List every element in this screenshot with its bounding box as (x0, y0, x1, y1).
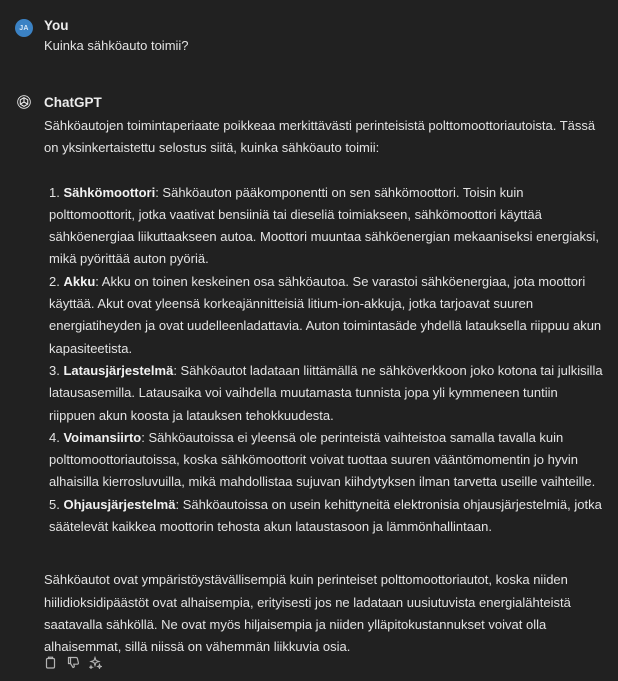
list-item-number: 5. (49, 496, 60, 512)
list-item-text: : Sähköautoissa on usein kehittyneitä elektronisia ohjausjärjestelmiä, jotka säätelevät kaikkea moottorin tehosta akun lataustasoon ja lämmönhallintaan. (49, 496, 602, 535)
list-item (44, 427, 604, 494)
message-actions (44, 654, 102, 670)
list-item (44, 182, 604, 271)
intro-paragraph: Sähköautojen toimintaperiaate poikkeaa merkittävästi perinteisistä polttomoottoriautoista. Tässä on yksinkertaistettu selostus siitä, kuinka sähköauto toimii: (44, 118, 596, 156)
regenerate-icon[interactable] (88, 654, 102, 670)
list-item-number: 3. (49, 362, 60, 378)
list-item-term: Akku (63, 273, 96, 289)
user-avatar-initials: JA (19, 24, 29, 32)
list-item-text: : Sähköauton pääkomponentti on sen sähkömoottori. Toisin kuin polttomoottorit, jotka vaativat bensiiniä tai dieseliä toimiakseen, sähkömoottori käyttää sähköenergiaa liikuttaakseen autoa. Moottori muuntaa sähköenergian mekaaniseksi energiaksi, mikä pyörittää auton pyöriä. (49, 184, 599, 267)
list-item-number: 4. (49, 429, 60, 445)
list-item-text: : Akku on toinen keskeinen osa sähköautoa. Se varastoi sähköenergiaa, jota moottori käyttää. Akut ovat yleensä korkeajännitteisiä litium-ion-akkuja, jotka tarjoavat suuren energiatiheyden ja ovat uudelleenladattavia. Auton toimintasäde yhdellä latauksella riippuu akun kapasiteetista. (49, 273, 602, 356)
list-item-term: Voimansiirto (63, 429, 142, 445)
assistant-avatar (15, 95, 33, 113)
list-item-term: Sähkömoottori (63, 184, 156, 200)
thumbs-down-icon[interactable] (66, 654, 80, 670)
user-message-text: Kuinka sähköauto toimii? (44, 38, 189, 53)
list-item-term: Ohjausjärjestelmä (63, 496, 176, 512)
copy-icon[interactable] (44, 654, 58, 670)
assistant-author-name: ChatGPT (44, 95, 102, 110)
list-item-text: : Sähköautot ladataan liittämällä ne sähköverkkoon joko kotona tai julkisilla latausasemilla. Latausaika voi vaihdella muutamasta tunnista jopa yli kymmeneen tuntiin riippuen akun koosta ja latauksen tehokkuudesta. (49, 362, 603, 423)
user-author-name: You (44, 18, 69, 33)
list-item (44, 360, 604, 427)
list-item (44, 271, 604, 360)
assistant-message-body (44, 115, 604, 659)
list-item-number: 1. (49, 184, 60, 200)
conclusion-paragraph: Sähköautot ovat ympäristöystävällisempiä kuin perinteiset polttomoottoriautot, koska niiden hiilidioksidipäästöt ovat alhaisempia, erityisesti jos ne ladataan uusiutuvista energialähteistä saatavalla sähköllä. Ne ovat myös hiljaisempia ja niiden ylläpitokustannukset voivat olla alhaisemmat, sillä niissä on vähemmän liikkuvia osia. (44, 572, 571, 655)
points-list (44, 182, 604, 539)
list-item-text: : Sähköautoissa ei yleensä ole perinteistä vaihteistoa samalla tavalla kuin polttomoottoriautoissa, koska sähkömoottorit voivat tuottaa suuren vääntömomentin jo hyvin alhaisilla kierrosluvuilla, mikä mahdollistaa sujuvan kiihdytyksen ilman tarvetta useille vaihteille. (49, 429, 596, 490)
list-item-number: 2. (49, 273, 60, 289)
list-item (44, 494, 604, 539)
list-item-term: Latausjärjestelmä (63, 362, 174, 378)
openai-logo-icon (16, 94, 32, 115)
